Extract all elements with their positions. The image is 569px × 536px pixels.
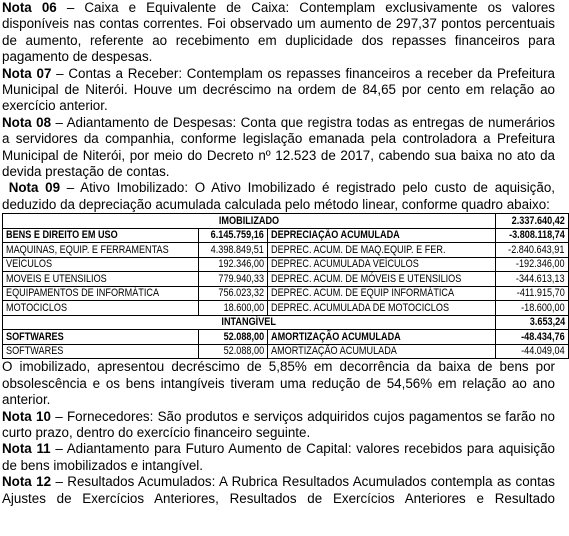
note-10 — [2, 409, 555, 442]
imobilizado-total: 2.337.640,42 — [496, 214, 568, 229]
table-cell: -3.808.118,74 — [496, 228, 568, 243]
note-label: Nota 07 — [2, 65, 52, 81]
table-row — [3, 315, 569, 330]
table-cell: EQUIPAMENTOS DE INFORMÁTICA — [3, 286, 199, 301]
note-text: – Fornecedores: São produtos e serviços adquiridos cujos pagamentos se farão no curto prazo, dentro do exercício financeiro seguinte. — [2, 408, 556, 440]
table-cell: DEPREC. ACUM. DE EQUIP INFORMÁTICA — [268, 286, 496, 301]
table-cell: 52.088,00 — [199, 344, 268, 359]
table-cell: VEÍCULOS — [3, 257, 199, 272]
intangivel-header: INTANGÍVEL — [3, 315, 496, 330]
note-11 — [2, 441, 555, 474]
table-cell: -192.346,00 — [496, 257, 568, 272]
table-cell: -18.600,00 — [496, 301, 568, 316]
table-cell: AMORTIZAÇÃO ACUMULADA — [268, 344, 496, 359]
table-row — [3, 228, 569, 243]
table-cell: 756.023,32 — [199, 286, 268, 301]
table-row — [3, 344, 569, 359]
imobilizado-table — [2, 213, 569, 359]
note-label: Nota 06 — [2, 0, 57, 15]
table-cell: -2.840.643,91 — [496, 243, 568, 258]
note-label: Nota 08 — [2, 114, 52, 130]
table-row — [3, 243, 569, 258]
table-cell: 52.088,00 — [199, 330, 268, 345]
imobilizado-header: IMOBILIZADO — [3, 214, 496, 229]
note-label: Nota 12 — [2, 474, 52, 490]
table-cell: MOTOCICLOS — [3, 301, 199, 316]
table-row — [3, 214, 569, 229]
intangivel-total: 3.653,24 — [496, 315, 568, 330]
table-cell: DEPREC. ACUMULADA DE MOTOCICLOS — [268, 301, 496, 316]
note-label: Nota 11 — [2, 441, 51, 457]
table-row — [3, 272, 569, 287]
table-cell: MOVEIS E UTENSILIOS — [3, 272, 199, 287]
note-07 — [2, 66, 555, 115]
table-cell: DEPRECIAÇÃO ACUMULADA — [268, 228, 496, 243]
note-text: – Adiantamento de Despesas: Conta que registra todas as entregas de numerários a servidores da companhia, conforme legislação emanada pela controladora a Prefeitura Municipal de Niterói, por meio do Decreto nº 12.523 de 2017, cabendo sua baixa no ato da devida prestação de contas. — [2, 114, 555, 180]
table-cell: BENS E DIREITO EM USO — [3, 228, 199, 243]
table-cell: 779.940,33 — [199, 272, 268, 287]
table-row — [3, 257, 569, 272]
note-09 — [2, 180, 555, 213]
table-cell: DEPREC. ACUM. DE MAQ.EQUIP. E FER. — [268, 243, 496, 258]
table-cell: 192.346,00 — [199, 257, 268, 272]
table-cell: SOFTWARES — [3, 330, 199, 345]
note-text: – Contas a Receber: Contemplam os repasses financeiros a receber da Prefeitura Municipal de Niterói. Houve um decréscimo na ordem de 84,65 por cento em relação ao exercício anterior. — [2, 65, 555, 114]
table-cell: -411.915,70 — [496, 286, 568, 301]
table-row — [3, 301, 569, 316]
table-cell: -344.613,13 — [496, 272, 568, 287]
note-text: – Caixa e Equivalente de Caixa: Contemplam exclusivamente os valores disponíveis nas contas correntes. Foi observado um aumento de 297,37 pontos percentuais de aumento, referente ao recebimento em duplicidade dos repasses financeiros para pagamento de despesas. — [2, 0, 555, 65]
note-text: – Ativo Imobilizado: O Ativo Imobilizado é registrado pelo custo de aquisição, deduzido da depreciação acumulada calculada pelo método linear, conforme quadro abaixo: — [2, 180, 555, 212]
table-cell: AMORTIZAÇÃO ACUMULADA — [268, 330, 496, 345]
table-cell: 4.398.849,51 — [199, 243, 268, 258]
table-cell: 18.600,00 — [199, 301, 268, 316]
table-cell: -44.049,04 — [496, 344, 568, 359]
note-08 — [2, 115, 555, 181]
table-row — [3, 330, 569, 345]
after-table-paragraph: O imobilizado, apresentou decréscimo de 5,85% em decorrência da baixa de bens por obsolescência e os bens intangíveis tiveram uma redução de 54,56% em relação ao ano anterior. — [2, 359, 555, 408]
table-cell: -48.434,76 — [496, 330, 568, 345]
note-12 — [2, 474, 555, 507]
table-cell: DEPREC. ACUMULADA VEÍCULOS — [268, 257, 496, 272]
note-label: Nota 10 — [2, 408, 51, 424]
note-label: Nota 09 — [8, 180, 61, 196]
note-06 — [2, 0, 555, 66]
table-cell: DEPREC. ACUM. DE MÓVEIS E UTENSILIOS — [268, 272, 496, 287]
table-row — [3, 286, 569, 301]
note-text: – Adiantamento para Futuro Aumento de Capital: valores recebidos para aquisição de bens imobilizados e intangível. — [2, 441, 555, 473]
table-cell: 6.145.759,16 — [199, 228, 268, 243]
note-text: – Resultados Acumulados: A Rubrica Resultados Acumulados contempla as contas Ajustes de Exercícios Anteriores, Resultados de Exercícios Anteriores e Resultado — [2, 474, 555, 506]
table-cell: MAQUINAS, EQUIP. E FERRAMENTAS — [3, 243, 199, 258]
table-cell: SOFTWARES — [3, 344, 199, 359]
